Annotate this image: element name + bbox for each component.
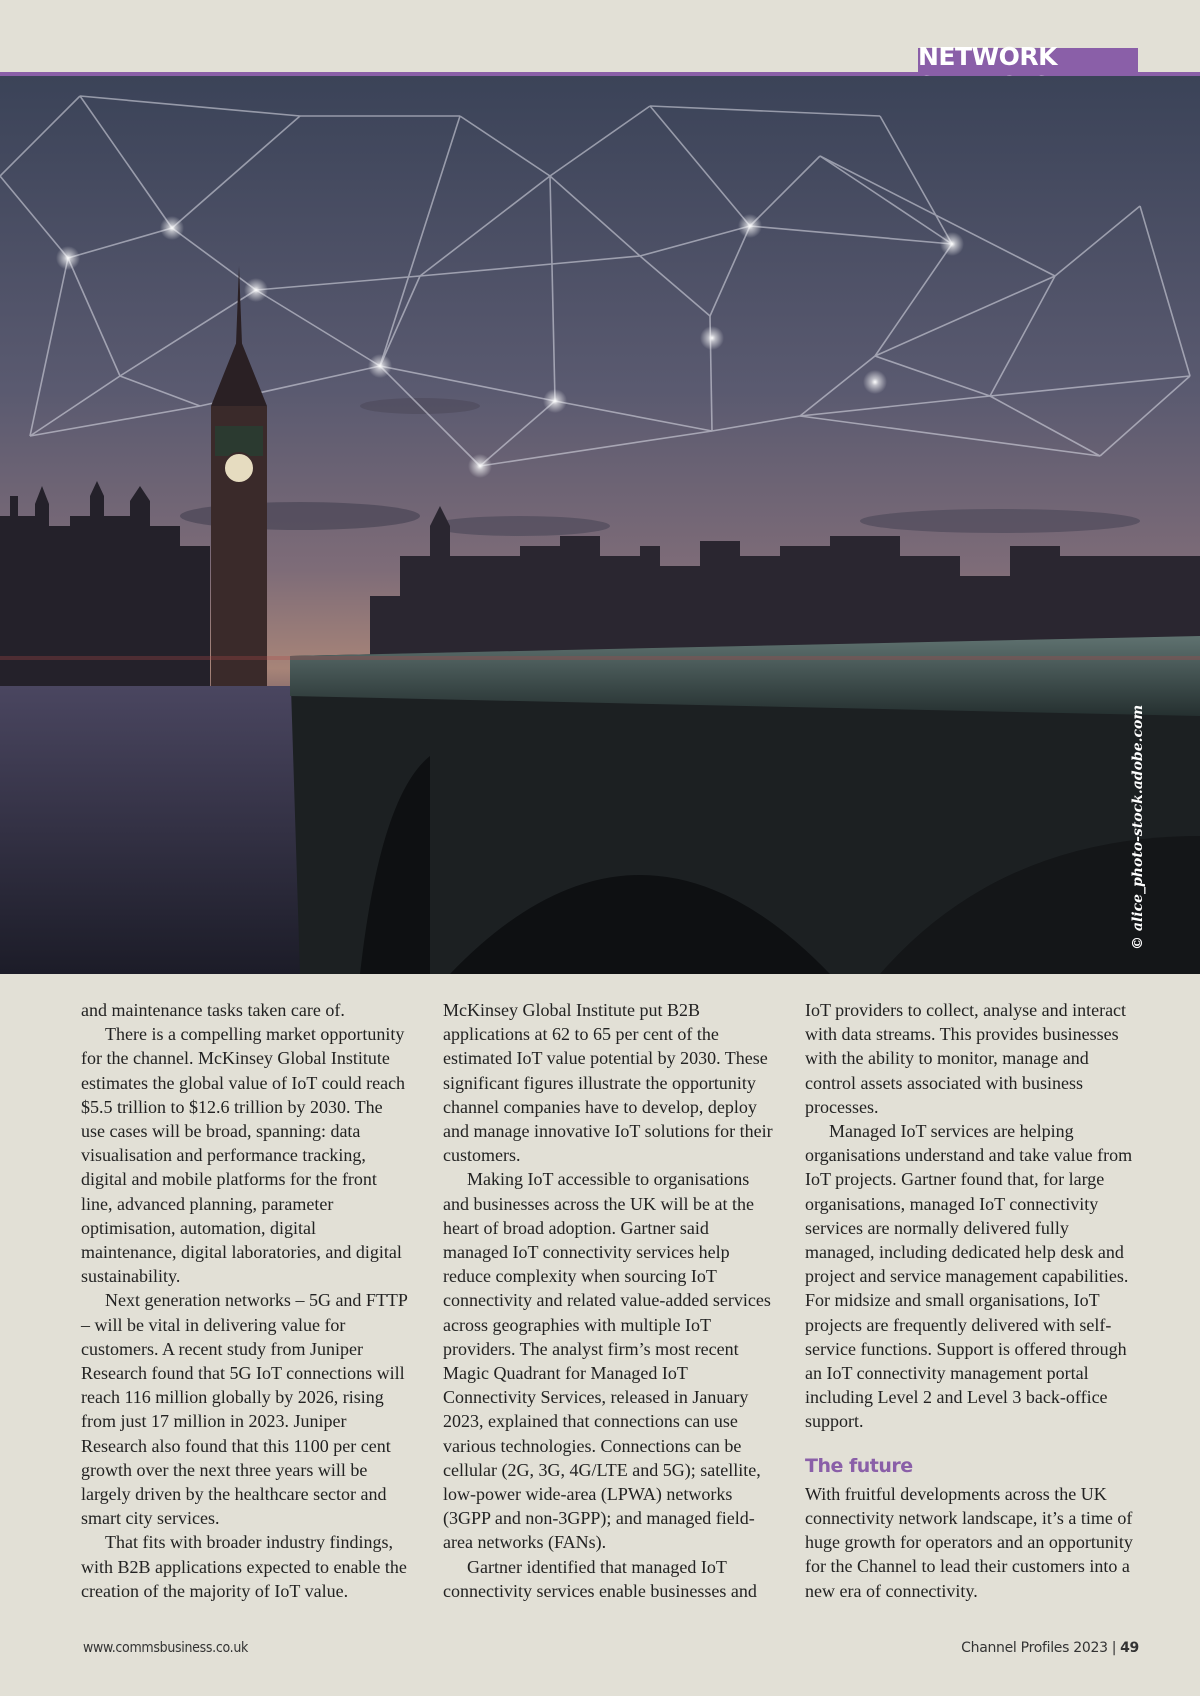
footer-publication: Channel Profiles 2023 xyxy=(961,1640,1108,1656)
article-column-2 xyxy=(443,998,773,1603)
page-number: 49 xyxy=(1120,1640,1139,1656)
paragraph: That fits with broader industry findings, with B2B applications expected to enable the creation of the majority of IoT value. xyxy=(81,1532,407,1601)
hero-photo xyxy=(0,76,1200,974)
article-column-1 xyxy=(81,998,411,1603)
paragraph: McKinsey Global Institute put B2B applications at 62 to 65 per cent of the estimated IoT value potential by 2030. These significant figures illustrate the opportunity channel companies have to develop, deploy and manage innovative IoT solutions for their customers. xyxy=(443,1000,773,1166)
section-tag: NETWORK xyxy=(918,48,1138,94)
article-column-3 xyxy=(805,998,1135,1603)
paragraph: Managed IoT services are helping organisations understand and take value from IoT projects. Gartner found that, for large organisations, managed IoT connectivity services are normally delivered fully managed, including dedicated help desk and project and service management capabilities. For midsize and small organisations, IoT projects are frequently delivered with self-service functions. Support is offered through an IoT connectivity management portal including Level 2 and Level 3 back-office support. xyxy=(805,1121,1133,1432)
footer-folio xyxy=(961,1640,1139,1656)
paragraph: Making IoT accessible to organisations and businesses across the UK will be at the heart of broad adoption. Gartner said managed IoT connectivity services help reduce complexity when sourcing IoT connectivity and related value-added services across geographies with multiple IoT providers. The analyst firm’s most recent Magic Quadrant for Managed IoT Connectivity Services, released in January 2023, explained that connections can use various technologies. Connections can be cellular (2G, 3G, 4G/LTE and 5G); satellite, low-power wide-area (LPWA) networks (3GPP and non-3GPP); and managed field-area networks (FANs). xyxy=(443,1169,771,1553)
photo-credit: © alice_photo-stock.adobe.com xyxy=(1130,704,1146,950)
paragraph: There is a compelling market opportunity for the channel. McKinsey Global Institute estimates the global value of IoT could reach $5.5 trillion to $12.6 trillion by 2030. The use cases will be broad, spanning: data visualisation and performance tracking, digital and mobile platforms for the front line, advanced planning, parameter optimisation, automation, digital maintenance, digital laboratories, and digital sustainability. xyxy=(81,1024,406,1287)
subheading-the-future: The future xyxy=(805,1454,913,1477)
paragraph: With fruitful developments across the UK connectivity network landscape, it’s a time of huge growth for operators and an opportunity for the Channel to lead their customers into a new era of connectivity. xyxy=(805,1483,1133,1601)
paragraph: Next generation networks – 5G and FTTP – will be vital in delivering value for customers. A recent study from Juniper Research found that 5G IoT connections will reach 116 million globally by 2026, rising from just 17 million in 2023. Juniper Research also found that this 1100 per cent growth over the next three years will be largely driven by the healthcare sector and smart city services. xyxy=(81,1290,408,1529)
paragraph: Gartner identified that managed IoT connectivity services enable businesses and xyxy=(443,1556,757,1601)
paragraph: IoT providers to collect, analyse and interact with data streams. This provides businesses with the ability to monitor, manage and control assets associated with business processes. xyxy=(805,1000,1127,1117)
paragraph: and maintenance tasks taken care of. xyxy=(81,1000,345,1020)
footer-website: www.commsbusiness.co.uk xyxy=(83,1640,249,1656)
footer-separator: | xyxy=(1111,1640,1117,1656)
